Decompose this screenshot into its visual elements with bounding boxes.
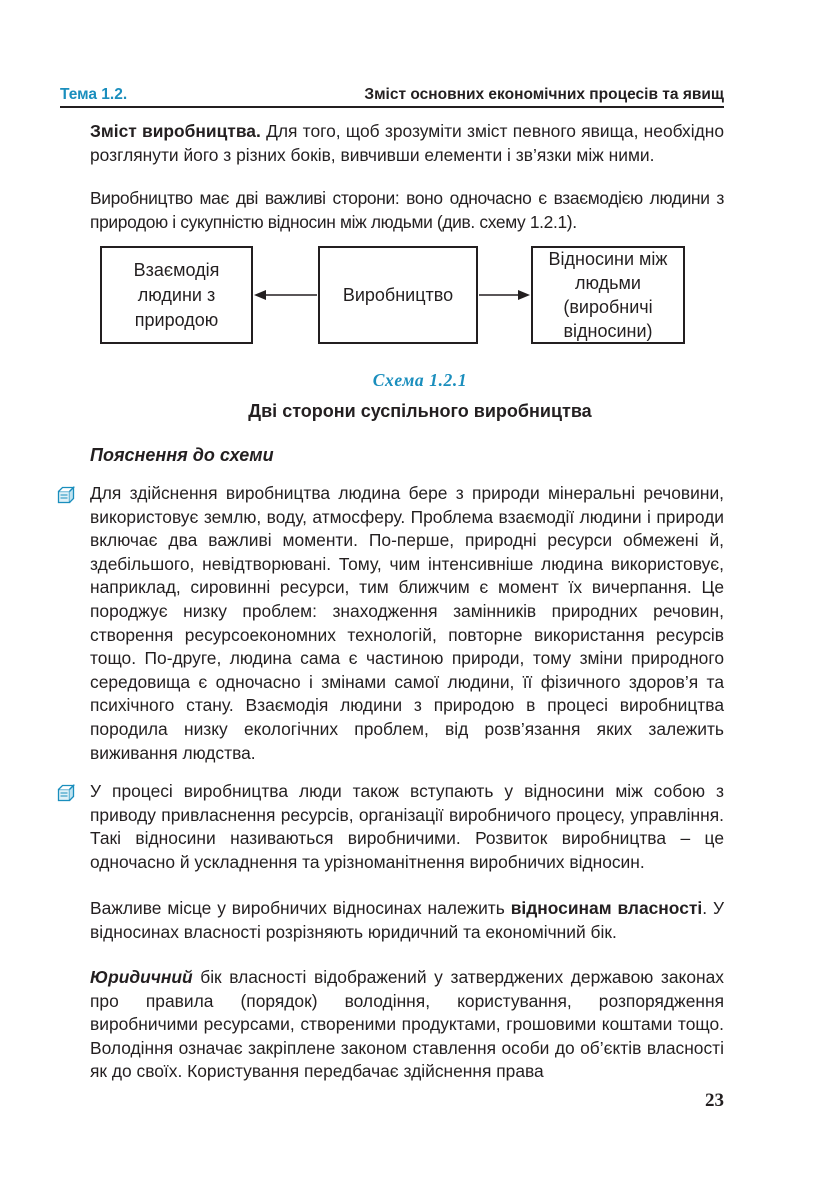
section-title: Зміст основних економічних процесів та явищ	[364, 86, 724, 103]
arrow-to-relations	[479, 290, 530, 300]
diagram-arrows	[0, 0, 840, 400]
intro-text: Для того, щоб зрозуміти зміст певного явища, необхідно розглянути його з різних боків, вивчивши елементи і зв’язки між ними.	[90, 121, 724, 165]
scheme-label: Схема 1.2.1	[372, 370, 468, 390]
juridical-paragraph	[90, 966, 724, 1084]
scheme-title: Дві сторони суспільного виробництва	[248, 401, 592, 421]
juridical-text: бік власності відображений у затверджених державою законах про правила (порядок) володіння, користування, розпорядження виробничими ресурсами, створеними продуктами, грошовими коштами тощо. Володіння означає закріплене законом ставлення особи до об’єктів власності як до своїх. Користування передбачає здійснення права	[90, 967, 724, 1082]
intro-lead: Зміст виробництва.	[90, 121, 261, 141]
explanation-title: Пояснення до схеми	[90, 445, 274, 465]
diagram-box-production-label: Виробництво	[342, 284, 454, 305]
ownership-text-pre: Важливе місце у виробничих відносинах належить	[90, 898, 511, 918]
diagram-box-relations-label: Відносини між людьми (виробничі відносини)	[548, 249, 668, 341]
ownership-text-post: . У відносинах власності розрізняють юридичний та економічний бік.	[90, 898, 725, 942]
explanation-bullet-1: Для здійснення виробництва людина бере з природи мінеральні речовини, використовує землю, воду, атмосферу. Проблема взаємодії людини і природи включає два важливі моменти. По-перше, природні ресурси обмежені й, здебільшого, невідтворювані. Тому, чим інтенсивніше людина використовує, наприклад, сировинні ресурси, тим ближчим є момент їх вичерпання. Це породжує низку проблем: знаходження замінників природних речовин, створення ресурсоекономних технологій, повторне використання ресурсів тощо. По-друге, людина сама є частиною природи, тому зміни природного середовища є одночасно і змінами самої людини, її фізичного здоров’я та психічного стану. Взаємодія людини з природою в процесі виробництва породила низку екологічних проблем, від розв’язання яких залежить виживання людства.	[90, 483, 724, 763]
page-number: 23	[705, 1090, 724, 1111]
production-paragraph: Виробництво має дві важливі сторони: воно одночасно є взаємодією людини з природою і сукупністю відносин між людьми (див. схему 1.2.1).	[90, 188, 724, 232]
ownership-term: відносинам власності	[510, 898, 703, 918]
diagram-box-nature-label: Взаємодія людини з природою	[133, 259, 220, 330]
arrow-to-nature	[254, 290, 317, 300]
book-icon	[57, 784, 75, 802]
ownership-paragraph	[90, 897, 724, 944]
explanation-bullet-2: У процесі виробництва люди також вступають у відносини між собою з приводу привласнення ресурсів, організації виробничого процесу, управління. Такі відносини називаються виробничими. Розвиток виробництва – це одночасно й ускладнення та урізноманітнення виробничих відносин.	[90, 781, 724, 872]
juridical-term: Юридичний	[90, 967, 193, 987]
book-icon	[57, 486, 75, 504]
topic-label: Тема 1.2.	[60, 86, 128, 103]
